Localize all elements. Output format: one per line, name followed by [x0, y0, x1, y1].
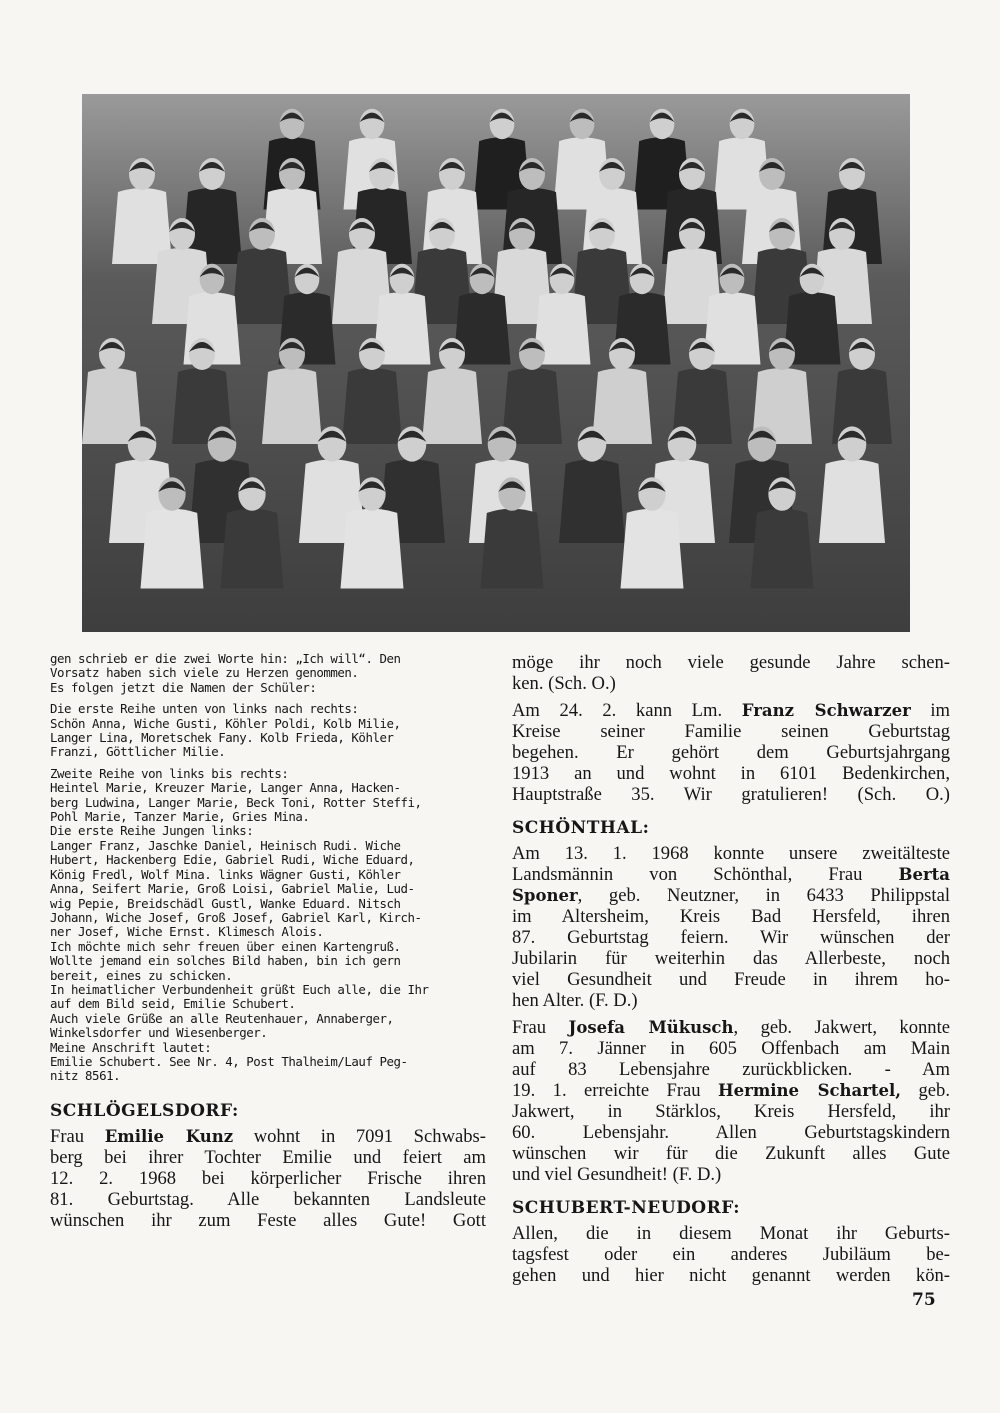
section-heading-schoenthal: SCHÖNTHAL:: [512, 818, 650, 838]
person-name: Berta: [898, 865, 950, 884]
sponer-paragraph: Am 13. 1. 1968 konnte unsere zweitälteste Landsmännin von Schönthal, Frau Berta Sponer, geb. Neutzner, in 6433 Philippstal im Altersheim, Kreis Bad Hersfeld, ihren 87. Geburtstag feiern. Wir wünschen der Jubilarin für weiterhin das Allerbeste, noch viel Gesundheit und Freude in ihrem ho- hen Alter. (F. D.): [512, 843, 950, 1011]
section-heading-schloegelsdorf: SCHLÖGELSDORF:: [50, 1100, 239, 1121]
intro-paragraph: gen schrieb er die zwei Worte hin: „Ich will“. Den Vorsatz haben sich viele zu Herzen genommen. Es folgen jetzt die Namen der Schüler:: [50, 652, 401, 695]
person-name: Emilie Kunz: [104, 1126, 234, 1146]
schwarzer-paragraph: Am 24. 2. kann Lm. Franz Schwarzer im Kreise seiner Familie seinen Geburtstag begehen. Er gehört dem Geburtsjahrgang 1913 an und wohnt in 6101 Bedenkirchen, Hauptstraße 35. Wir gratulieren! (Sch. O.): [512, 700, 951, 805]
right-column: [512, 652, 950, 1286]
page-number: 75: [912, 1290, 936, 1310]
person-name: Franz Schwarzer: [741, 701, 911, 720]
continuation-paragraph: möge ihr noch viele gesunde Jahre schen- ken. (Sch. O.): [512, 652, 950, 694]
first-row-names: Die erste Reihe unten von links nach rechts: Schön Anna, Wiche Gusti, Köhler Poldi, Kolb Milie, Langer Lina, Moretschek Fany. Kolb Frieda, Köhler Franzi, Göttlicher Milie.: [50, 702, 401, 760]
second-row-names: Zweite Reihe von links bis rechts: Heintel Marie, Kreuzer Marie, Langer Anna, Hacken- berg Ludwina, Langer Marie, Beck Toni, Rotter Steffi, Pohl Marie, Tanzer Marie, Gries Mina. Die erste Reihe Jungen links: Langer Franz, Jaschke Daniel, Heinisch Rudi. Wiche Hubert, Hackenberg Edie, Gabriel Rudi, Wiche Eduard, König Fredl, Wolf Mina. links Wägner Gusti, Köhler Anna, Seifert Marie, Groß Loisi, Gabriel Malie, Lud- wig Pepie, Breidschädl Gustl, Wanke Eduard. Nitsch Johann, Wiche Josef, Groß Josef, Gabriel Karl, Kirch- ner Josef, Wiche Ernst. Klimesch Alois. Ich möchte mich sehr freuen über einen Kartengruß. Wollte jemand ein solches Bild haben, bin ich gern bereit, eines zu schicken. In heimatlicher Verbundenheit grüßt Euch alle, die Ihr auf dem Bild seid, Emilie Schubert. Auch viele Grüße an alle Reutenhauer, Annaberger, Winkelsdorfer und Wiesenberger. Meine Anschrift lautet: Emilie Schubert. See Nr. 4, Post Thalheim/Lauf Peg- nitz 8561.: [50, 766, 429, 1084]
muekusch-paragraph: Frau Josefa Mükusch, geb. Jakwert, konnte am 7. Jänner in 605 Offenbach am Main auf 83 Lebensjahre zurückblicken. - Am 19. 1. erreichte Frau Hermine Schartel, geb. Jakwert, in Stärklos, Kreis Hersfeld, ihr 60. Lebensjahr. Allen Geburtstagskindern wünschen wir für die Zukunft alles Gute und viel Gesundheit! (F. D.): [512, 1017, 951, 1185]
neudorf-paragraph: Allen, die in diesem Monat ihr Geburts- tagsfest oder ein anderes Jubiläum be- gehen und hier nicht genannt werden kön-: [512, 1223, 950, 1286]
left-column: [50, 652, 486, 1231]
person-name: Josefa Mükusch: [568, 1018, 734, 1037]
schloegelsdorf-paragraph: Frau Emilie Kunz wohnt in 7091 Schwabs- berg bei ihrer Tochter Emilie und feiert am 12. 2. 1968 bei körperlicher Frische ihren 81. Geburtstag. Alle bekannten Landsleute wünschen ihr zum Feste alles Gute! Gott: [50, 1125, 486, 1231]
class-photo-icon: [82, 94, 910, 632]
class-photo: [82, 94, 910, 632]
person-name: Sponer: [512, 886, 578, 905]
section-heading-schubert-neudorf: SCHUBERT-NEUDORF:: [512, 1198, 740, 1218]
person-name: Hermine Schartel,: [718, 1081, 902, 1100]
